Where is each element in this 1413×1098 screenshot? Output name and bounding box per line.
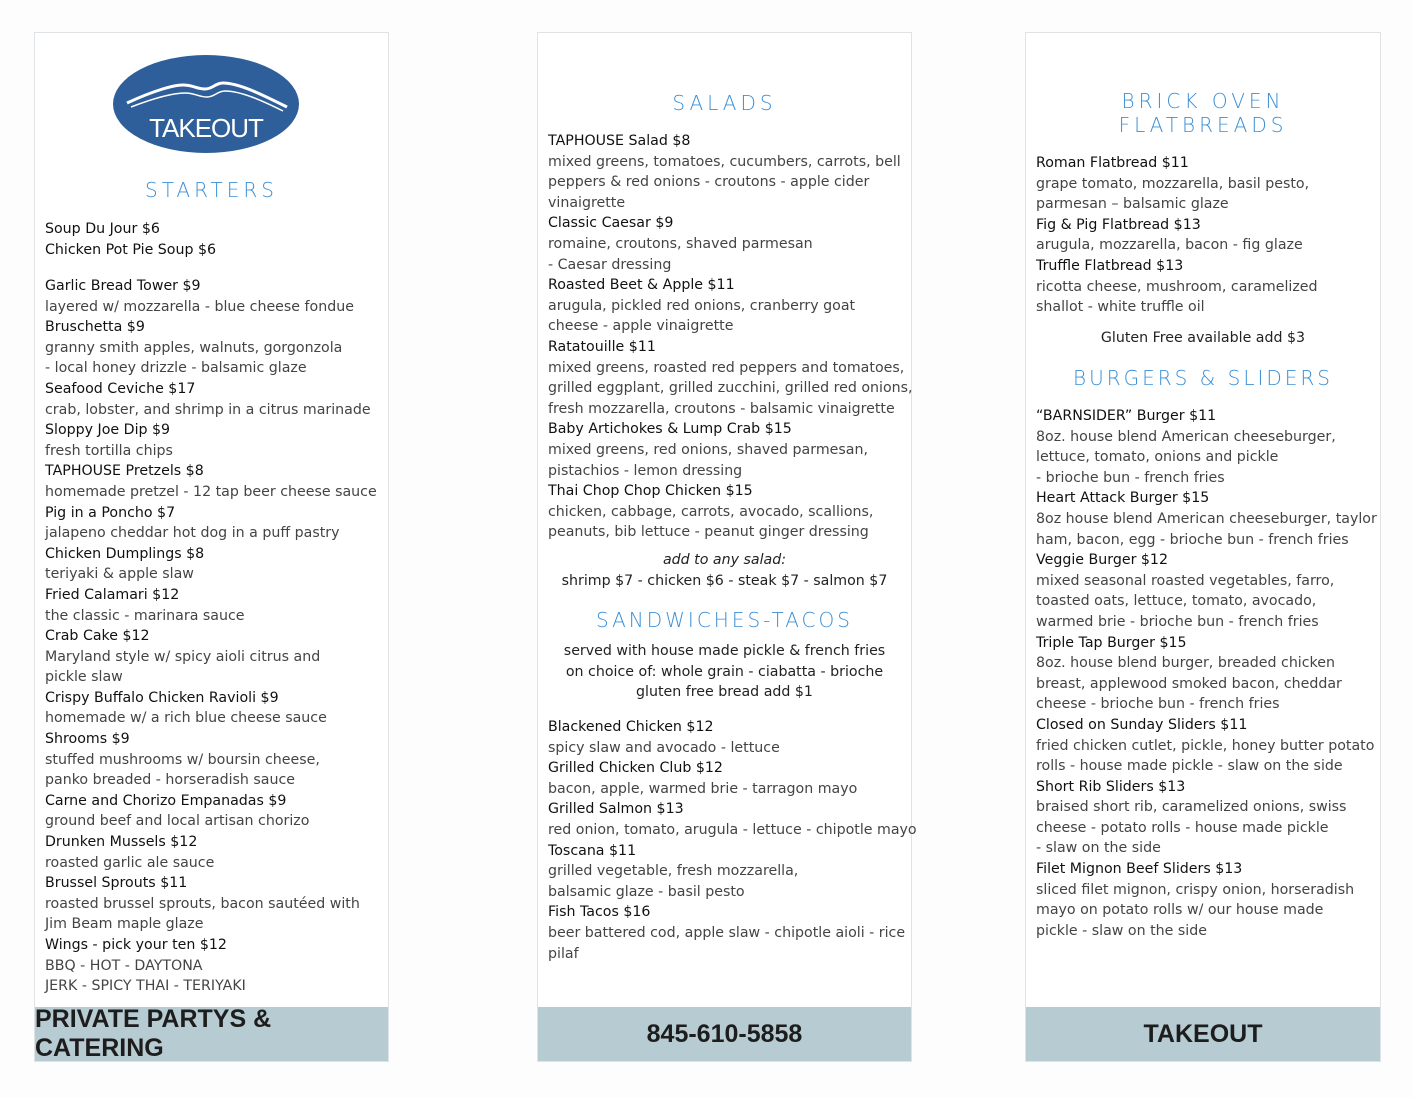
menu-item-name: Roman Flatbread $11 [1036, 155, 1189, 171]
menu-item-description: breast, applewood smoked bacon, cheddar [1036, 675, 1342, 692]
menu-item-name: Toscana $11 [548, 842, 637, 859]
menu-item-description: bacon, apple, warmed brie - tarragon mayo [548, 780, 858, 797]
menu-item-name: Garlic Bread Tower $9 [45, 278, 201, 294]
menu-item-description: jalapeno cheddar hot dog in a puff pastry [45, 525, 340, 542]
menu-item-name: Soup Du Jour $6 [45, 221, 160, 237]
salads-list [548, 131, 913, 543]
starters-heading: STARTERS [145, 178, 278, 202]
menu-item-description: JERK - SPICY THAI - TERIYAKI [45, 978, 246, 995]
menu-item-name: Shrooms $9 [45, 731, 130, 748]
menu-item-name: Grilled Salmon $13 [548, 801, 684, 818]
sandwich-note: gluten free bread add $1 [636, 684, 813, 701]
salad-addons [538, 550, 911, 591]
menu-item-name: Triple Tap Burger $15 [1036, 634, 1187, 651]
menu-item-description: romaine, croutons, shaved parmesan [548, 235, 813, 252]
menu-item-description: sliced filet mignon, crispy onion, horseradish [1036, 881, 1355, 898]
menu-item-description: ricotta cheese, mushroom, caramelized [1036, 278, 1318, 295]
menu-item-name: Short Rib Sliders $13 [1036, 778, 1186, 795]
menu-item-description: - slaw on the side [1036, 840, 1161, 857]
menu-item-name: Closed on Sunday Sliders $11 [1036, 716, 1248, 733]
menu-item-description: peanuts, bib lettuce - peanut ginger dressing [548, 524, 869, 541]
starters-soups-list [45, 219, 216, 260]
menu-item-name: Bruschetta $9 [45, 319, 145, 336]
menu-item-description: spicy slaw and avocado - lettuce [548, 739, 780, 756]
menu-item-name: Blackened Chicken $12 [548, 719, 714, 735]
menu-item-description: beer battered cod, apple slaw - chipotle aioli - rice [548, 924, 906, 941]
menu-item-name: Filet Mignon Beef Sliders $13 [1036, 861, 1243, 878]
menu-item-name: Roasted Beet & Apple $11 [548, 277, 735, 294]
menu-item-description: - local honey drizzle - balsamic glaze [45, 360, 307, 377]
menu-item-description: stuffed mushrooms w/ boursin cheese, [45, 751, 320, 768]
flatbreads-heading-line2: FLATBREADS [1118, 113, 1288, 137]
menu-item-description: mixed greens, roasted red peppers and tomatoes, [548, 359, 905, 376]
menu-item-description: teriyaki & apple slaw [45, 566, 194, 583]
takeout-logo [113, 55, 299, 153]
catering-footer: PRIVATE PARTYS & CATERING [35, 1007, 388, 1061]
menu-item-name: Fig & Pig Flatbread $13 [1036, 216, 1201, 233]
menu-item-description: mayo on potato rolls w/ our house made [1036, 902, 1324, 919]
menu-item-name: Brussel Sprouts $11 [45, 875, 188, 892]
menu-item-description: mixed seasonal roasted vegetables, farro, [1036, 572, 1335, 589]
starters-panel [34, 32, 389, 1062]
menu-item-description: rolls - house made pickle - slaw on the side [1036, 758, 1343, 775]
salads-heading: SALADS [672, 91, 777, 115]
menu-item-description: cheese - apple vinaigrette [548, 318, 734, 335]
menu-item-description: - brioche bun - french fries [1036, 469, 1225, 486]
menu-item-description: pilaf [548, 945, 579, 962]
logo-text: TAKEOUT [149, 113, 263, 143]
sandwich-notes [538, 641, 911, 703]
menu-item-description: 8oz house blend American cheeseburger, taylor [1036, 510, 1377, 527]
menu-item-description: mixed greens, tomatoes, cucumbers, carrots, bell [548, 153, 901, 170]
menu-item-description: pickle slaw [45, 669, 123, 686]
menu-item-description: chicken, cabbage, carrots, avocado, scallions, [548, 503, 874, 520]
menu-item-description: arugula, mozzarella, bacon - fig glaze [1036, 237, 1303, 254]
menu-item-description: fresh mozzarella, croutons - balsamic vinaigrette [548, 400, 895, 417]
menu-item-name: Baby Artichokes & Lump Crab $15 [548, 421, 792, 438]
menu-item-description: BBQ - HOT - DAYTONA [45, 957, 203, 974]
menu-item-name: TAPHOUSE Salad $8 [548, 133, 691, 149]
menu-item-name: Wings - pick your ten $12 [45, 937, 227, 953]
menu-item-description: roasted garlic ale sauce [45, 854, 215, 871]
menu-item-description: ground beef and local artisan chorizo [45, 813, 310, 830]
takeout-footer: TAKEOUT [1026, 1007, 1380, 1061]
menu-item-description: pistachios - lemon dressing [548, 462, 743, 479]
sandwich-note: served with house made pickle & french fries [563, 643, 886, 659]
addons-title: add to any salad: [662, 552, 787, 568]
menu-item-name: Chicken Dumplings $8 [45, 545, 205, 562]
menu-item-name: Heart Attack Burger $15 [1036, 490, 1210, 507]
starters-list [45, 276, 377, 997]
menu-item-description: fresh tortilla chips [45, 442, 173, 459]
menu-item-description: Jim Beam maple glaze [45, 916, 204, 933]
menu-item-description: granny smith apples, walnuts, gorgonzola [45, 339, 343, 356]
menu-item-description: roasted brussel sprouts, bacon sautéed with [45, 895, 360, 912]
burgers-heading: BURGERS & SLIDERS [1072, 366, 1334, 390]
menu-item-description: grape tomato, mozzarella, basil pesto, [1036, 175, 1310, 192]
menu-item-name: Fried Calamari $12 [45, 586, 180, 603]
menu-item-description: fried chicken cutlet, pickle, honey butter potato [1036, 737, 1375, 754]
menu-item-name: Chicken Pot Pie Soup $6 [45, 241, 217, 258]
menu-item-description: pickle - slaw on the side [1036, 922, 1207, 939]
menu-item-name: Seafood Ceviche $17 [45, 380, 196, 397]
menu-item-description: balsamic glaze - basil pesto [548, 883, 745, 900]
menu-item-description: toasted oats, lettuce, tomato, avocado, [1036, 593, 1317, 610]
sandwiches-heading: SANDWICHES-TACOS [596, 608, 853, 632]
menu-item-description: parmesan – balsamic glaze [1036, 196, 1229, 213]
menu-item-name: Sloppy Joe Dip $9 [45, 422, 171, 439]
menu-item-description: warmed brie - brioche bun - french fries [1036, 613, 1319, 630]
menu-item-name: Ratatouille $11 [548, 338, 656, 355]
menu-item-name: Pig in a Poncho $7 [45, 504, 176, 521]
menu-item-description: crab, lobster, and shrimp in a citrus marinade [45, 401, 371, 418]
flatbreads-list [1036, 153, 1318, 318]
menu-item-description: grilled vegetable, fresh mozzarella, [548, 863, 799, 880]
menu-item-name: Drunken Mussels $12 [45, 834, 198, 851]
menu-item-description: Maryland style w/ spicy aioli citrus and [45, 648, 321, 665]
menu-item-description: peppers & red onions - croutons - apple cider [548, 174, 870, 191]
menu-item-description: vinaigrette [548, 194, 626, 211]
menu-item-description: - Caesar dressing [548, 256, 672, 273]
menu-item-name: Crispy Buffalo Chicken Ravioli $9 [45, 689, 279, 706]
menu-item-name: Thai Chop Chop Chicken $15 [548, 483, 753, 500]
menu-item-description: homemade w/ a rich blue cheese sauce [45, 710, 327, 727]
menu-item-description: arugula, pickled red onions, cranberry goat [548, 297, 856, 314]
burgers-list [1036, 406, 1377, 941]
menu-item-name: “BARNSIDER” Burger $11 [1036, 408, 1217, 424]
menu-item-description: shallot - white truffle oil [1036, 299, 1205, 316]
menu-item-name: Truffle Flatbread $13 [1036, 257, 1184, 274]
flatbreads-burgers-panel [1025, 32, 1381, 1062]
menu-item-description: grilled eggplant, grilled zucchini, grilled red onions, [548, 380, 913, 397]
menu-item-description: mixed greens, red onions, shaved parmesan, [548, 441, 868, 458]
menu-item-description: the classic - marinara sauce [45, 607, 245, 624]
menu-item-name: Carne and Chorizo Empanadas $9 [45, 792, 287, 809]
menu-item-description: red onion, tomato, arugula - lettuce - chipotle mayo [548, 821, 917, 838]
sandwich-note: on choice of: whole grain - ciabatta - brioche [565, 663, 884, 680]
menu-item-description: layered w/ mozzarella - blue cheese fondue [45, 298, 354, 315]
menu-item-description: braised short rib, caramelized onions, swiss [1036, 799, 1347, 816]
menu-item-name: Crab Cake $12 [45, 628, 150, 645]
menu-item-description: cheese - potato rolls - house made pickle [1036, 819, 1329, 836]
gluten-free-note: Gluten Free available add $3 [1100, 330, 1306, 346]
menu-item-description: 8oz. house blend burger, breaded chicken [1036, 655, 1335, 672]
menu-item-name: Classic Caesar $9 [548, 215, 674, 232]
menu-item-name: Veggie Burger $12 [1036, 552, 1168, 569]
menu-item-description: lettuce, tomato, onions and pickle [1036, 449, 1279, 466]
salads-sandwiches-panel [537, 32, 917, 1062]
flatbreads-heading-line1: BRICK OVEN [1121, 89, 1285, 113]
menu-item-description: ham, bacon, egg - brioche bun - french fries [1036, 531, 1349, 548]
sandwiches-list [548, 717, 917, 964]
addons-prices: shrimp $7 - chicken $6 - steak $7 - salmon $7 [561, 572, 888, 589]
phone-footer: 845-610-5858 [538, 1007, 911, 1061]
menu-item-description: panko breaded - horseradish sauce [45, 772, 296, 789]
menu-item-name: Grilled Chicken Club $12 [548, 760, 723, 777]
menu-item-name: TAPHOUSE Pretzels $8 [45, 463, 204, 480]
menu-item-name: Fish Tacos $16 [548, 904, 651, 921]
menu-item-description: cheese - brioche bun - french fries [1036, 696, 1280, 713]
menu-item-description: 8oz. house blend American cheeseburger, [1036, 428, 1336, 445]
menu-item-description: homemade pretzel - 12 tap beer cheese sauce [45, 483, 377, 500]
